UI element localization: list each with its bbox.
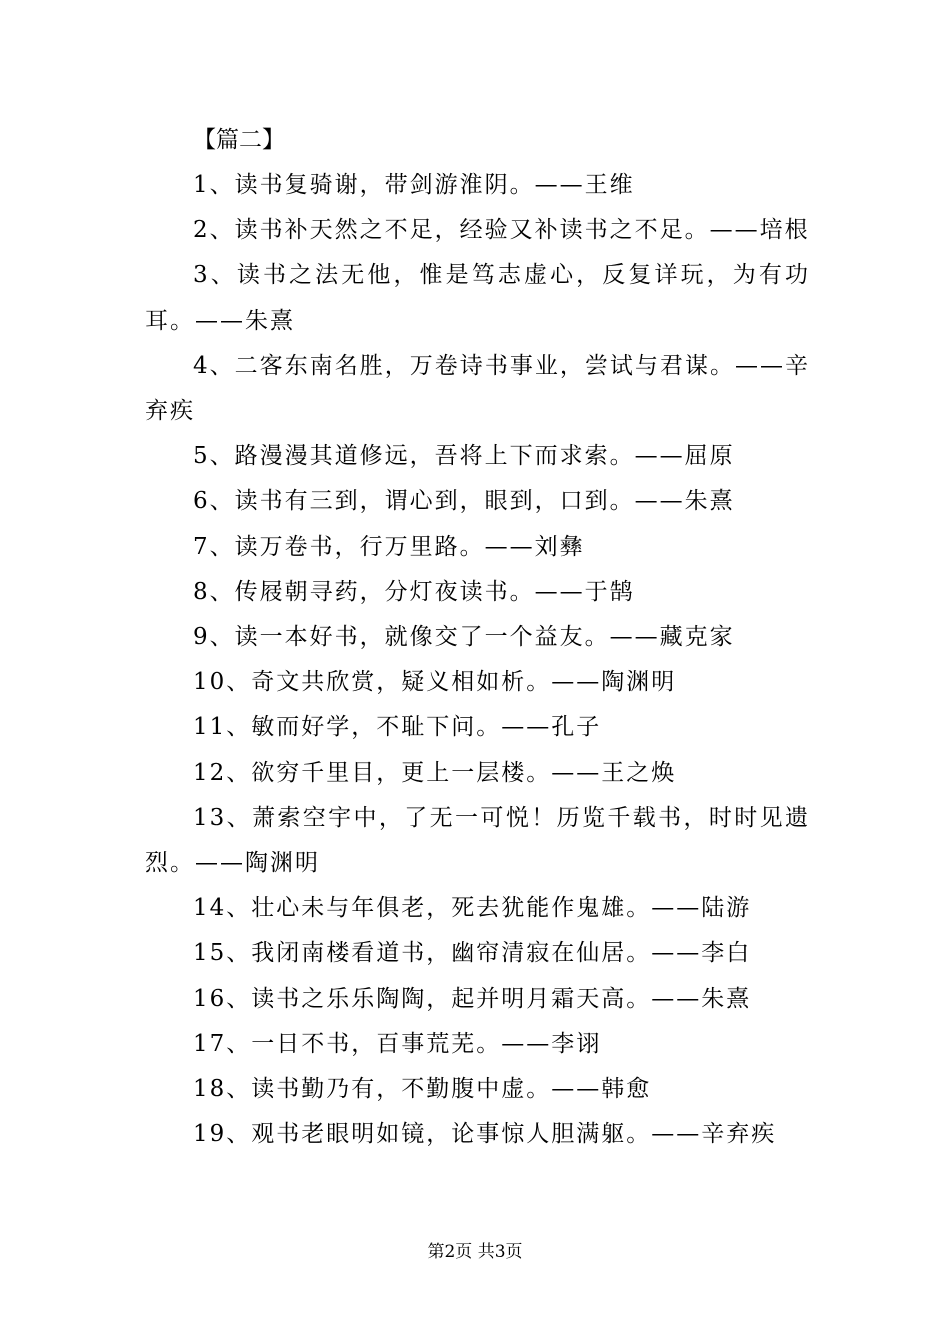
document-body	[145, 118, 810, 1157]
quote-15: 15、我闭南楼看道书，幽帘清寂在仙居。——李白	[193, 940, 752, 967]
quote-17: 17、一日不书，百事荒芜。——李诩	[193, 1030, 602, 1057]
quote-18: 18、读书勤乃有，不勤腹中虚。——韩愈	[193, 1076, 652, 1103]
quote-8: 8、传屐朝寻药，分灯夜读书。——于鹄	[193, 578, 635, 605]
quote-3: 3、读书之法无他，惟是笃志虚心，反复详玩，为有功耳。——朱熹	[145, 262, 810, 334]
quote-19: 19、观书老眼明如镜，论事惊人胆满躯。——辛弃疾	[193, 1121, 777, 1148]
quote-1: 1、读书复骑谢，带剑游淮阴。——王维	[193, 172, 635, 198]
page-footer: 第2页 共3页	[427, 1242, 523, 1262]
quote-6: 6、读书有三到，谓心到，眼到，口到。——朱熹	[193, 488, 735, 515]
quote-2: 2、读书补天然之不足，经验又补读书之不足。——培根	[193, 217, 810, 244]
quote-14: 14、壮心未与年俱老，死去犹能作鬼雄。——陆游	[193, 895, 752, 922]
quote-12: 12、欲穷千里目，更上一层楼。——王之焕	[193, 759, 677, 786]
quote-5: 5、路漫漫其道修远，吾将上下而求索。——屈原	[193, 443, 735, 470]
quote-4: 4、二客东南名胜，万卷诗书事业，尝试与君谋。——辛弃疾	[145, 352, 810, 425]
quote-11: 11、敏而好学，不耻下问。——孔子	[193, 714, 602, 741]
quote-10: 10、奇文共欣赏，疑义相如析。——陶渊明	[193, 669, 677, 696]
quote-7: 7、读万卷书，行万里路。——刘彝	[193, 533, 585, 560]
quote-9: 9、读一本好书，就像交了一个益友。——藏克家	[193, 624, 735, 651]
quote-13: 13、萧索空宇中，了无一可悦！历览千载书，时时见遗烈。——陶渊明	[145, 804, 810, 877]
section-title: 【篇二】	[193, 127, 285, 153]
quote-16: 16、读书之乐乐陶陶，起并明月霜天高。——朱熹	[193, 985, 752, 1012]
